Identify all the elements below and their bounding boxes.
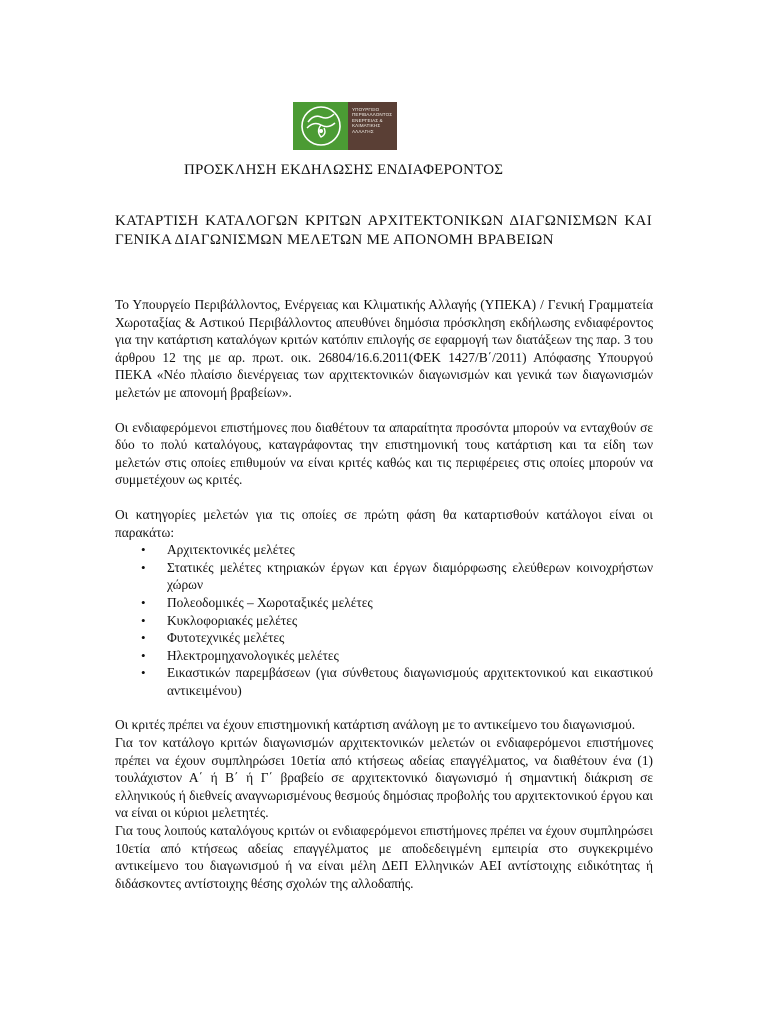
ministry-emblem-icon (293, 102, 348, 150)
category-item: • Φυτοτεχνικές μελέτες (167, 629, 653, 647)
logo-line: ΥΠΟΥΡΓΕΙΟ (352, 107, 380, 112)
document-subtitle: ΚΑΤΑΡΤΙΣΗ ΚΑΤΑΛΟΓΩΝ ΚΡΙΤΩΝ ΑΡΧΙΤΕΚΤΟΝΙΚΩΝ ΔΙΑΓΩΝΙΣΜΩΝ ΚΑΙ ΓΕΝΙΚΑ ΔΙΑΓΩΝΙΣΜΩΝ ΜΕΛΕΤΩΝ ΜΕ ΑΠΟΝΟΜΗ ΒΡΑΒΕΙΩΝ (115, 213, 652, 248)
ministry-logo (293, 102, 397, 150)
document-body (115, 296, 653, 892)
qualification-paragraph: Οι κριτές πρέπει να έχουν επιστημονική κατάρτιση ανάλογη με το αντικείμενο του διαγωνισμού. (115, 717, 636, 733)
category-item: • Στατικές μελέτες κτηριακών έργων και έργων διαμόρφωσης ελεύθερων κοινοχρήστων χώρων (167, 559, 653, 594)
category-item: • Αρχιτεκτονικές μελέτες (167, 541, 653, 559)
logo-line: ΠΕΡΙΒΑΛΛΟΝΤΟΣ (352, 112, 393, 118)
ministry-name (348, 102, 397, 150)
logo-line: ΚΛΙΜΑΤΙΚΗΣ (352, 123, 381, 129)
architecture-jury-paragraph: Για τον κατάλογο κριτών διαγωνισμών αρχιτεκτονικών μελετών οι ενδιαφερόμενοι επιστήμονες πρέπει να έχουν συμπληρώσει 10ετία από κτήσεως αδείας επαγγέλματος, να διαθέτουν ένα (1) τουλάχιστον Α΄ ή Β΄ ή Γ΄ βραβείο σε αρχιτεκτονικό διαγωνισμό ή σημαντική διάκριση σε ελληνικούς ή διεθνείς αναγνωρισμένους θεσμούς δημόσιας προβολής του αρχιτεκτονικού έργου και να είναι οι κύριοι μελετητές. (115, 735, 653, 821)
category-item: • Ηλεκτρομηχανολογικές μελέτες (167, 647, 653, 665)
document-title: ΠΡΟΣΚΛΗΣΗ ΕΚΔΗΛΩΣΗΣ ΕΝΔΙΑΦΕΡΟΝΤΟΣ (184, 162, 504, 178)
other-jury-paragraph: Για τους λοιπούς καταλόγους κριτών οι ενδιαφερόμενοι επιστήμονες πρέπει να έχουν συμπληρώσει 10ετία από κτήσεως αδείας επαγγέλματος με αποδεδειγμένη εμπειρία στο συγκεκριμένο αντικείμενο του διαγωνισμού ή να είναι μέλη ΔΕΠ Ελληνικών ΑΕΙ αντίστοιχης ειδικότητας ή διδάσκοντες αντίστοιχης θέσης σχολών της αλλοδαπής. (115, 823, 653, 891)
categories-list (115, 541, 653, 699)
category-item: • Πολεοδομικές – Χωροταξικές μελέτες (167, 594, 653, 612)
logo-line: ΕΝΕΡΓΕΙΑΣ & (352, 117, 383, 123)
eligibility-paragraph: Οι ενδιαφερόμενοι επιστήμονες που διαθέτουν τα απαραίτητα προσόντα μπορούν να ενταχθούν σε δύο το πολύ καταλόγους, καταγράφοντας την επιστημονική τους κατάρτιση και τα είδη των μελετών στις οποίες επιθυμούν να είναι κριτές καθώς και τις περιφέρειες στις οποίες μπορούν να συμμετέχουν ως κριτές. (115, 419, 653, 488)
intro-paragraph: Το Υπουργείο Περιβάλλοντος, Ενέργειας και Κλιματικής Αλλαγής (ΥΠΕΚΑ) / Γενική Γραμματεία Χωροταξίας & Αστικού Περιβάλλοντος απευθύνει δημόσια πρόσκληση εκδήλωσης ενδιαφέροντος για την κατάρτιση καταλόγων κριτών κατόπιν επιλογής σε εφαρμογή των διατάξεων της παρ. 3 του άρθρου 12 της με αρ. πρωτ. οικ. 26804/16.6.2011(ΦΕΚ 1427/Β΄/2011) Απόφασης Υπουργού ΠΕΚΑ «Νέο πλαίσιο διενέργειας των αρχιτεκτονικών διαγωνισμών και γενικά των διαγωνισμών μελετών με απονομή βραβείων». (115, 297, 653, 400)
category-item: • Κυκλοφοριακές μελέτες (167, 612, 653, 630)
logo-line: ΑΛΛΑΓΗΣ (352, 128, 374, 134)
category-item: • Εικαστικών παρεμβάσεων (για σύνθετους διαγωνισμούς αρχιτεκτονικού και εικαστικού αντικειμένου) (167, 664, 653, 699)
categories-intro: Οι κατηγορίες μελετών για τις οποίες σε πρώτη φάση θα καταρτισθούν κατάλογοι είναι οι παρακάτω: (115, 506, 653, 540)
